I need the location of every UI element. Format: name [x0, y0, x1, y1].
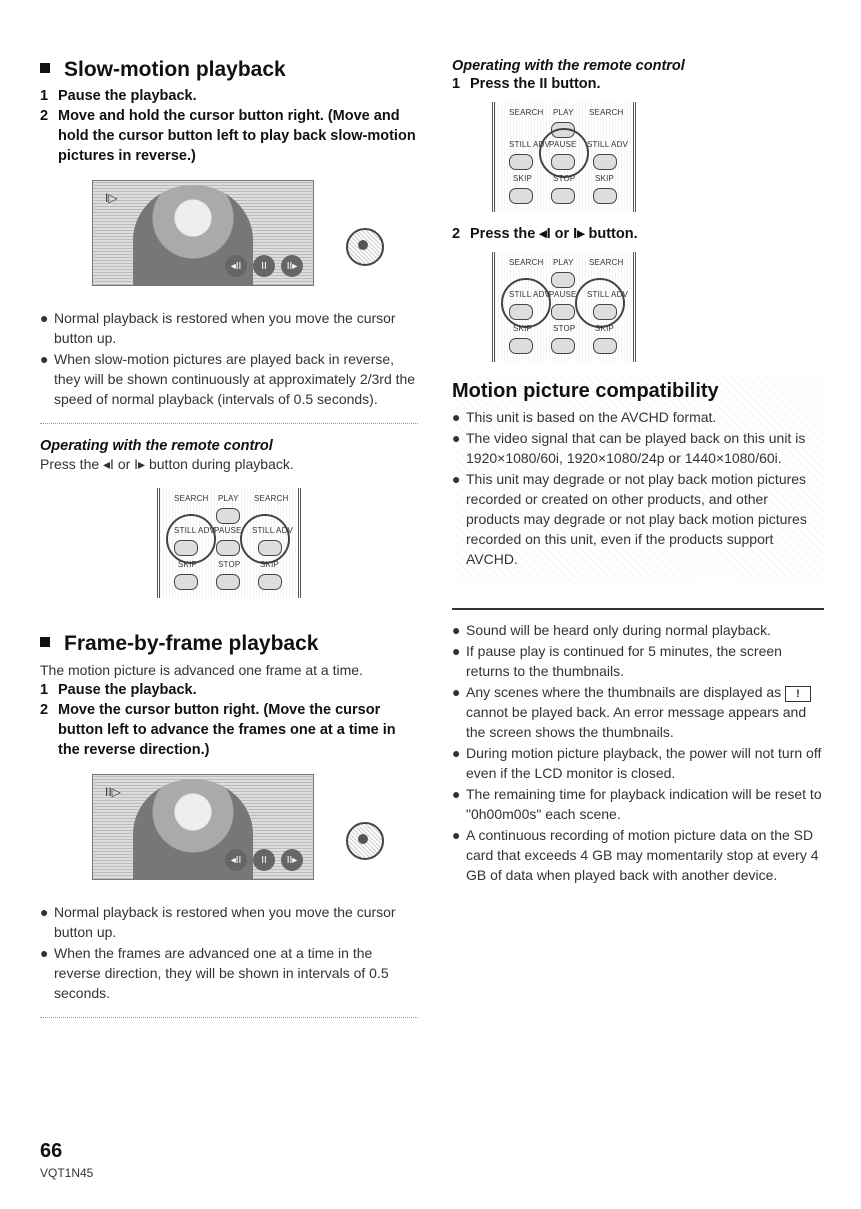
frame-step-1: 1 Pause the playback.: [40, 682, 197, 698]
left-column: [40, 58, 418, 1032]
remote-illustration-2: SEARCH PLAY SEARCH STILL ADV PAUSE STILL ADV SKIP STOP SKIP: [492, 102, 636, 212]
frame-bullet-2: ● When the frames are advanced one at a time in the reverse direction, they will be shown in intervals of 0.5 seconds.: [40, 945, 389, 1001]
divider: [40, 423, 418, 424]
pause-icon: II: [253, 255, 275, 277]
slow-bullet-1: ● Normal playback is restored when you move the cursor button up.: [40, 310, 396, 346]
frame-screen-image: [92, 774, 314, 880]
slow-step-2: 2 Move and hold the cursor button right. (Move and hold the cursor button left to play back slow-motion pictures in reverse.): [40, 108, 416, 164]
remote-step-2: 2 Press the ◂I or I▸ button.: [452, 226, 638, 242]
slow-step-1: 1 Pause the playback.: [40, 88, 197, 104]
motion-bullet-1: ● This unit is based on the AVCHD format.: [452, 409, 717, 425]
slow-motion-heading: Slow-motion playback: [40, 58, 418, 82]
divider: [452, 608, 824, 610]
frame-bullet-1: ● Normal playback is restored when you move the cursor button up.: [40, 904, 396, 940]
square-bullet-icon: [40, 63, 50, 73]
divider: [40, 1017, 418, 1018]
note-bullet-2: ● If pause play is continued for 5 minutes, the screen returns to the thumbnails.: [452, 643, 782, 679]
slow-bullet-2: ● When slow-motion pictures are played back in reverse, they will be shown continuously at approximately 2/3rd the speed of normal playback (intervals of 0.5 seconds).: [40, 351, 416, 407]
motion-compat-heading: Motion picture compatibility: [452, 380, 719, 402]
motion-bullet-2: ● The video signal that can be played back on this unit is 1920×1080/60i, 1920×1080/24p or 1440×1080/60i.: [452, 430, 806, 466]
pause-icon: II: [253, 849, 275, 871]
frame-intro: The motion picture is advanced one frame at a time.: [40, 662, 363, 678]
square-bullet-icon: [40, 637, 50, 647]
model-code: VQT1N45: [40, 1166, 94, 1180]
frame-indicator-icon: II▷: [105, 785, 121, 799]
note-bullet-3: ● Any scenes where the thumbnails are displayed as ! cannot be played back. An error message appears and the screen shows the thumbnails.: [452, 682, 824, 742]
rewind-icon: ◂II: [225, 255, 247, 277]
note-bullet-1: ● Sound will be heard only during normal playback.: [452, 622, 772, 638]
motion-bullet-3: ● This unit may degrade or not play back motion pictures recorded or created on other products, and other products may degrade or not play back motion pictures recorded on this unit, even if the products support AVCHD.: [452, 471, 807, 567]
cursor-joystick-icon: [346, 228, 384, 266]
page-number: 66: [40, 1140, 63, 1162]
frame-step-2: 2 Move the cursor button right. (Move the cursor button left to advance the frames one at a time in the reverse direction.): [40, 702, 396, 758]
motion-compat-box: [452, 376, 824, 582]
remote-section-title: Operating with the remote control: [452, 58, 685, 74]
thumbnail-error-icon: !: [785, 686, 811, 702]
slow-illustration: [40, 180, 418, 308]
frame-illustration: [40, 774, 418, 902]
note-bullet-4: ● During motion picture playback, the power will not turn off even if the LCD monitor is closed.: [452, 745, 822, 781]
slow-indicator-icon: I▷: [105, 191, 118, 205]
remote-illustration-3: SEARCH PLAY SEARCH STILL ADV PAUSE STILL ADV SKIP STOP SKIP: [492, 252, 636, 362]
rewind-icon: ◂II: [225, 849, 247, 871]
slow-remote-title: Operating with the remote control: [40, 438, 273, 454]
remote-step-1: 1 Press the II button.: [452, 76, 601, 92]
forward-icon: II▸: [281, 255, 303, 277]
frame-heading: Frame-by-frame playback: [40, 632, 418, 656]
note-bullet-5: ● The remaining time for playback indication will be reset to "0h00m00s" each scene.: [452, 786, 822, 822]
right-column: [452, 58, 824, 886]
slow-screen-image: [92, 180, 314, 286]
slow-remote-text: Press the ◂I or I▸ button during playback.: [40, 456, 294, 472]
remote-illustration-1: SEARCH PLAY SEARCH STILL ADV PAUSE STILL ADV SKIP STOP SKIP: [157, 488, 301, 598]
note-bullet-6: ● A continuous recording of motion picture data on the SD card that exceeds 4 GB may momentarily stop at every 4 GB of data when played back with another device.: [452, 827, 819, 883]
forward-icon: II▸: [281, 849, 303, 871]
cursor-joystick-icon: [346, 822, 384, 860]
